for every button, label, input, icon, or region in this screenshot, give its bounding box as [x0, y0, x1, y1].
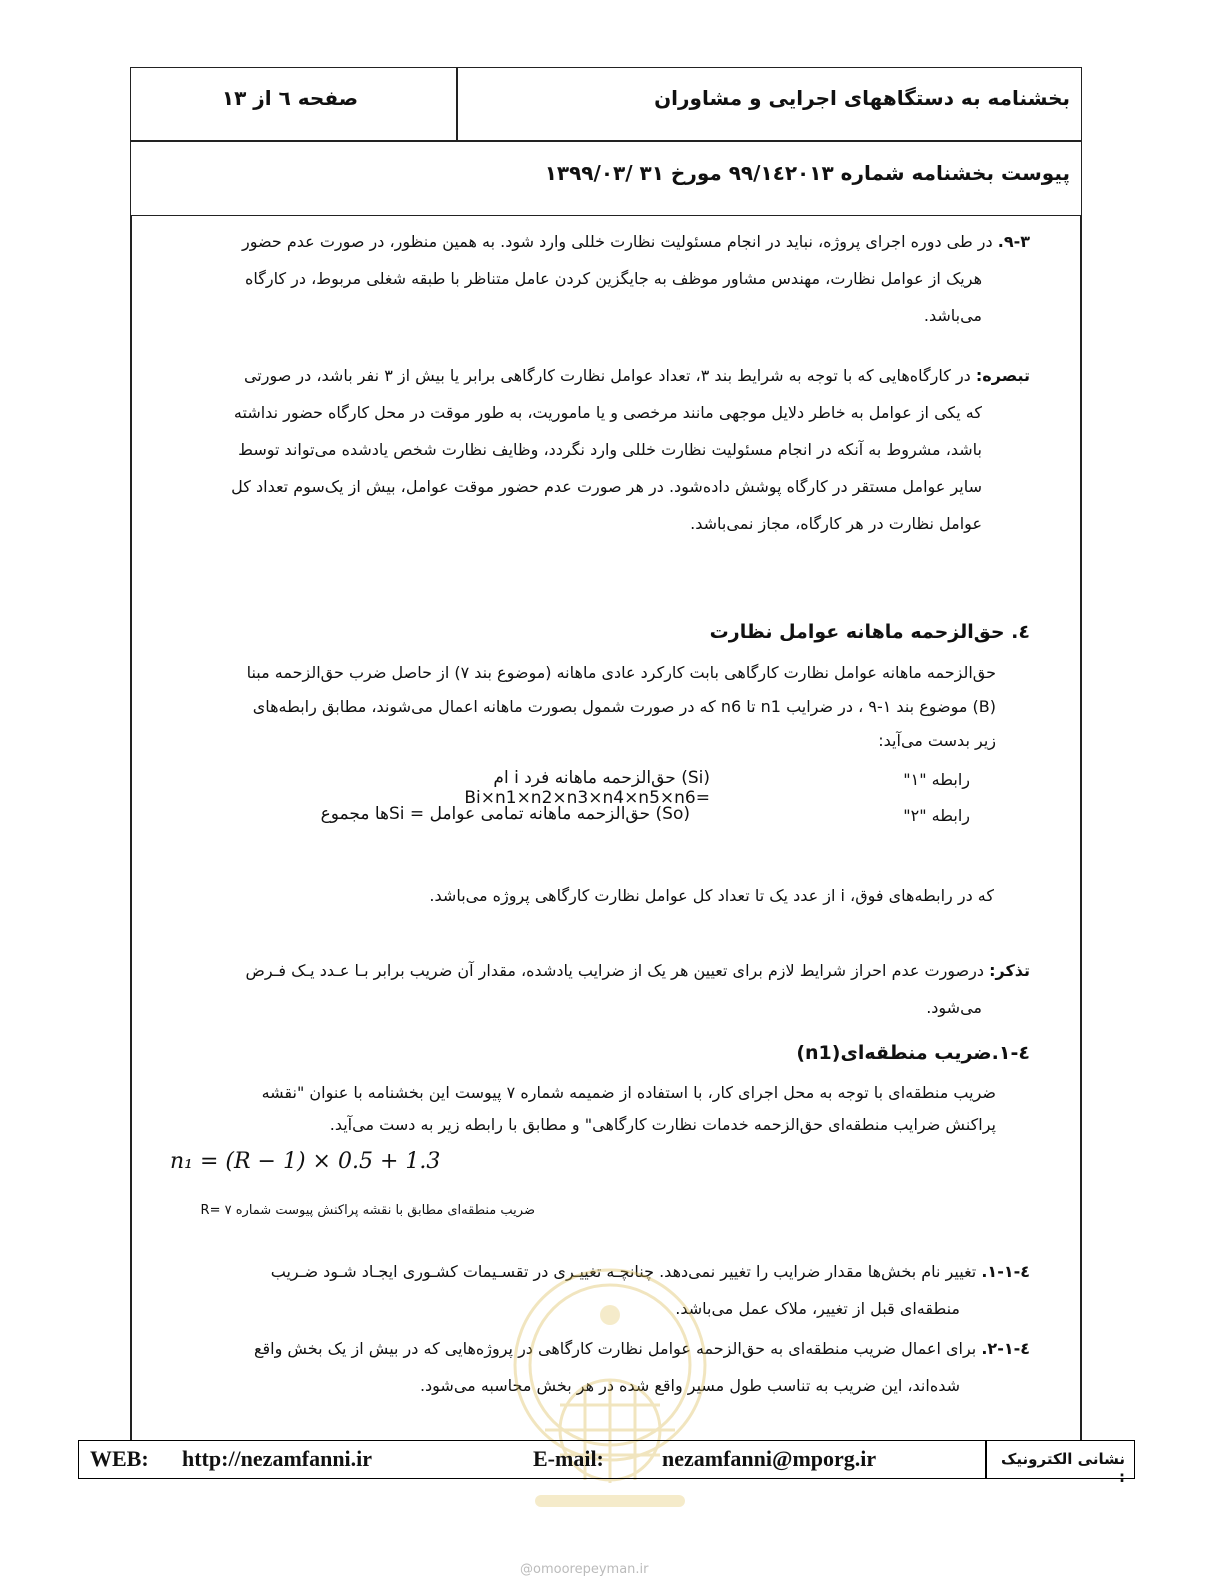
section-4-1-title: ٤-١.ضریب منطقه‌ای(n1) [796, 1042, 1030, 1064]
address-label: نشانی الکترونیک : [1001, 1450, 1125, 1486]
r-definition: ضریب منطقه‌ای مطابق با نقشه پراکنش پیوست شماره ٧ =R [200, 1203, 535, 1218]
document-title: بخشنامه به دستگاههای اجرایی و مشاوران [654, 86, 1070, 110]
relations-explanation: که در رابطه‌های فوق، i از عدد یک تا تعداد کل عوامل نظارت کارگاهی پروژه می‌باشد. [429, 886, 994, 905]
section-4-body: حق‌الزحمه ماهانه عوامل نظارت کارگاهی بابت کارکرد عادی ماهانه (موضوع بند ٧) از حاصل ضرب حق‌الزحمه مبنا (B) موضوع بند ١-٩ ، در ضرایب n1 تا n6 که در صورت شمول بصورت ماهانه اعمال می‌شوند، مطابق رابطه‌های زیر بدست می‌آید: [246, 663, 996, 750]
section-4-1-1: ٤-١-١. تغییر نام بخش‌ها مقدار ضرایب را تغییر نمی‌دهد. چنانچـه تغییـری در تقسـیمات کشـوری ایجـاد شـود ضـریب منطقه‌ای قبل از تغییر، ملاک عمل می‌باشد. [270, 1262, 1030, 1318]
email-label: E-mail: [533, 1446, 604, 1471]
page-number: صفحه ٦ از ١٣ [221, 86, 359, 110]
attachment-reference: پیوست بخشنامه شماره ٩٩/١٤٢٠١٣ مورخ ٣١ /١٣٩٩/٠٣ [544, 161, 1070, 185]
reminder-paragraph: تذکر: درصورت عدم احراز شرایط لازم برای تعیین هر یک از ضرایب یادشده، مقدار آن ضریب برابر بـا عـدد یـک فـرض می‌شود. [245, 961, 1030, 1017]
web-label: WEB: [90, 1446, 149, 1471]
section-4-title: ٤. حق‌الزحمه ماهانه عوامل نظارت [709, 621, 1030, 643]
note-label: تبصره: [975, 366, 1030, 385]
reminder-label: تذکر: [989, 961, 1030, 980]
n1-formula: n₁ = (R − 1) × 0.5 + 1.3 [170, 1149, 441, 1174]
relation-2-label: رابطه "٢" [903, 806, 970, 825]
section-3-9-number: ٣-٩. [997, 232, 1030, 251]
section-4-1-1-number: ٤-١-١. [981, 1262, 1030, 1281]
section-4-1-2-number: ٤-١-٢. [981, 1339, 1030, 1358]
watermark-url: @omoorepeyman.ir [520, 1562, 649, 1577]
section-4-1-2: ٤-١-٢. برای اعمال ضریب منطقه‌ای به حق‌الزحمه عوامل نظارت کارگاهی در پروژه‌هایی که در بیش از یک بخش واقع شده‌اند، این ضریب به تناسب طول مسیر واقع شده در هر بخش محاسبه می‌شود. [253, 1339, 1030, 1395]
web-link[interactable]: http://nezamfanni.ir [182, 1446, 373, 1471]
relation-1-formula: (Si) حق‌الزحمه ماهانه فرد i ام =Bi×n1×n2×n3×n4×n5×n6 [464, 768, 710, 808]
body-frame-left [130, 216, 132, 1440]
footer-divider [985, 1440, 987, 1479]
relation-1-label: رابطه "١" [903, 770, 970, 789]
relation-2-formula: (So) حق‌الزحمه ماهانه تمامی عوامل = Si‌ها مجموع [320, 804, 690, 824]
header-divider-h [130, 140, 1082, 142]
body-frame-right [1080, 216, 1082, 1440]
header-divider-v [456, 67, 458, 141]
section-4-1-body: ضریب منطقه‌ای با توجه به محل اجرای کار، با استفاده از ضمیمه شماره ٧ پیوست این بخشنامه با عنوان "نقشه پراکنش ضرایب منطقه‌ای حق‌الزحمه خدمات نظارت کارگاهی" و مطابق با رابطه زیر به دست می‌آید. [261, 1083, 996, 1134]
section-3-9: ٣-٩. در طی دوره اجرای پروژه، نباید در انجام مسئولیت نظارت خللی وارد شود. به همین منظور، در صورت عدم حضور هریک از عوامل نظارت، مهندس مشاور موظف به جایگزین کردن عامل متناظر با طبقه شغلی مربوط، در کارگاه می‌باشد. [242, 232, 1030, 325]
email-link[interactable]: nezamfanni@mporg.ir [662, 1446, 877, 1471]
watermark-seal-icon [505, 1255, 715, 1535]
note-paragraph: تبصره: در کارگاه‌هایی که با توجه به شرایط بند ٣، تعداد عوامل نظارت کارگاهی برابر یا بیش از ٣ نفر باشد، در صورتی که یکی از عوامل به خاطر دلایل موجهی مانند مرخصی و یا ماموریت، به طور موقت در محل کارگاه حضور نداشته باشد، مشروط به آنکه در انجام مسئولیت نظارت خللی وارد نگردد، وظایف نظارت شخص یادشده می‌تواند توسط سایر عوامل مستقر در کارگاه پوشش داده‌شود. در هر صورت عدم حضور موقت عوامل، بیش از یک‌سوم تعداد کل عوامل نظارت در هر کارگاه، مجاز نمی‌باشد. [231, 366, 1030, 533]
